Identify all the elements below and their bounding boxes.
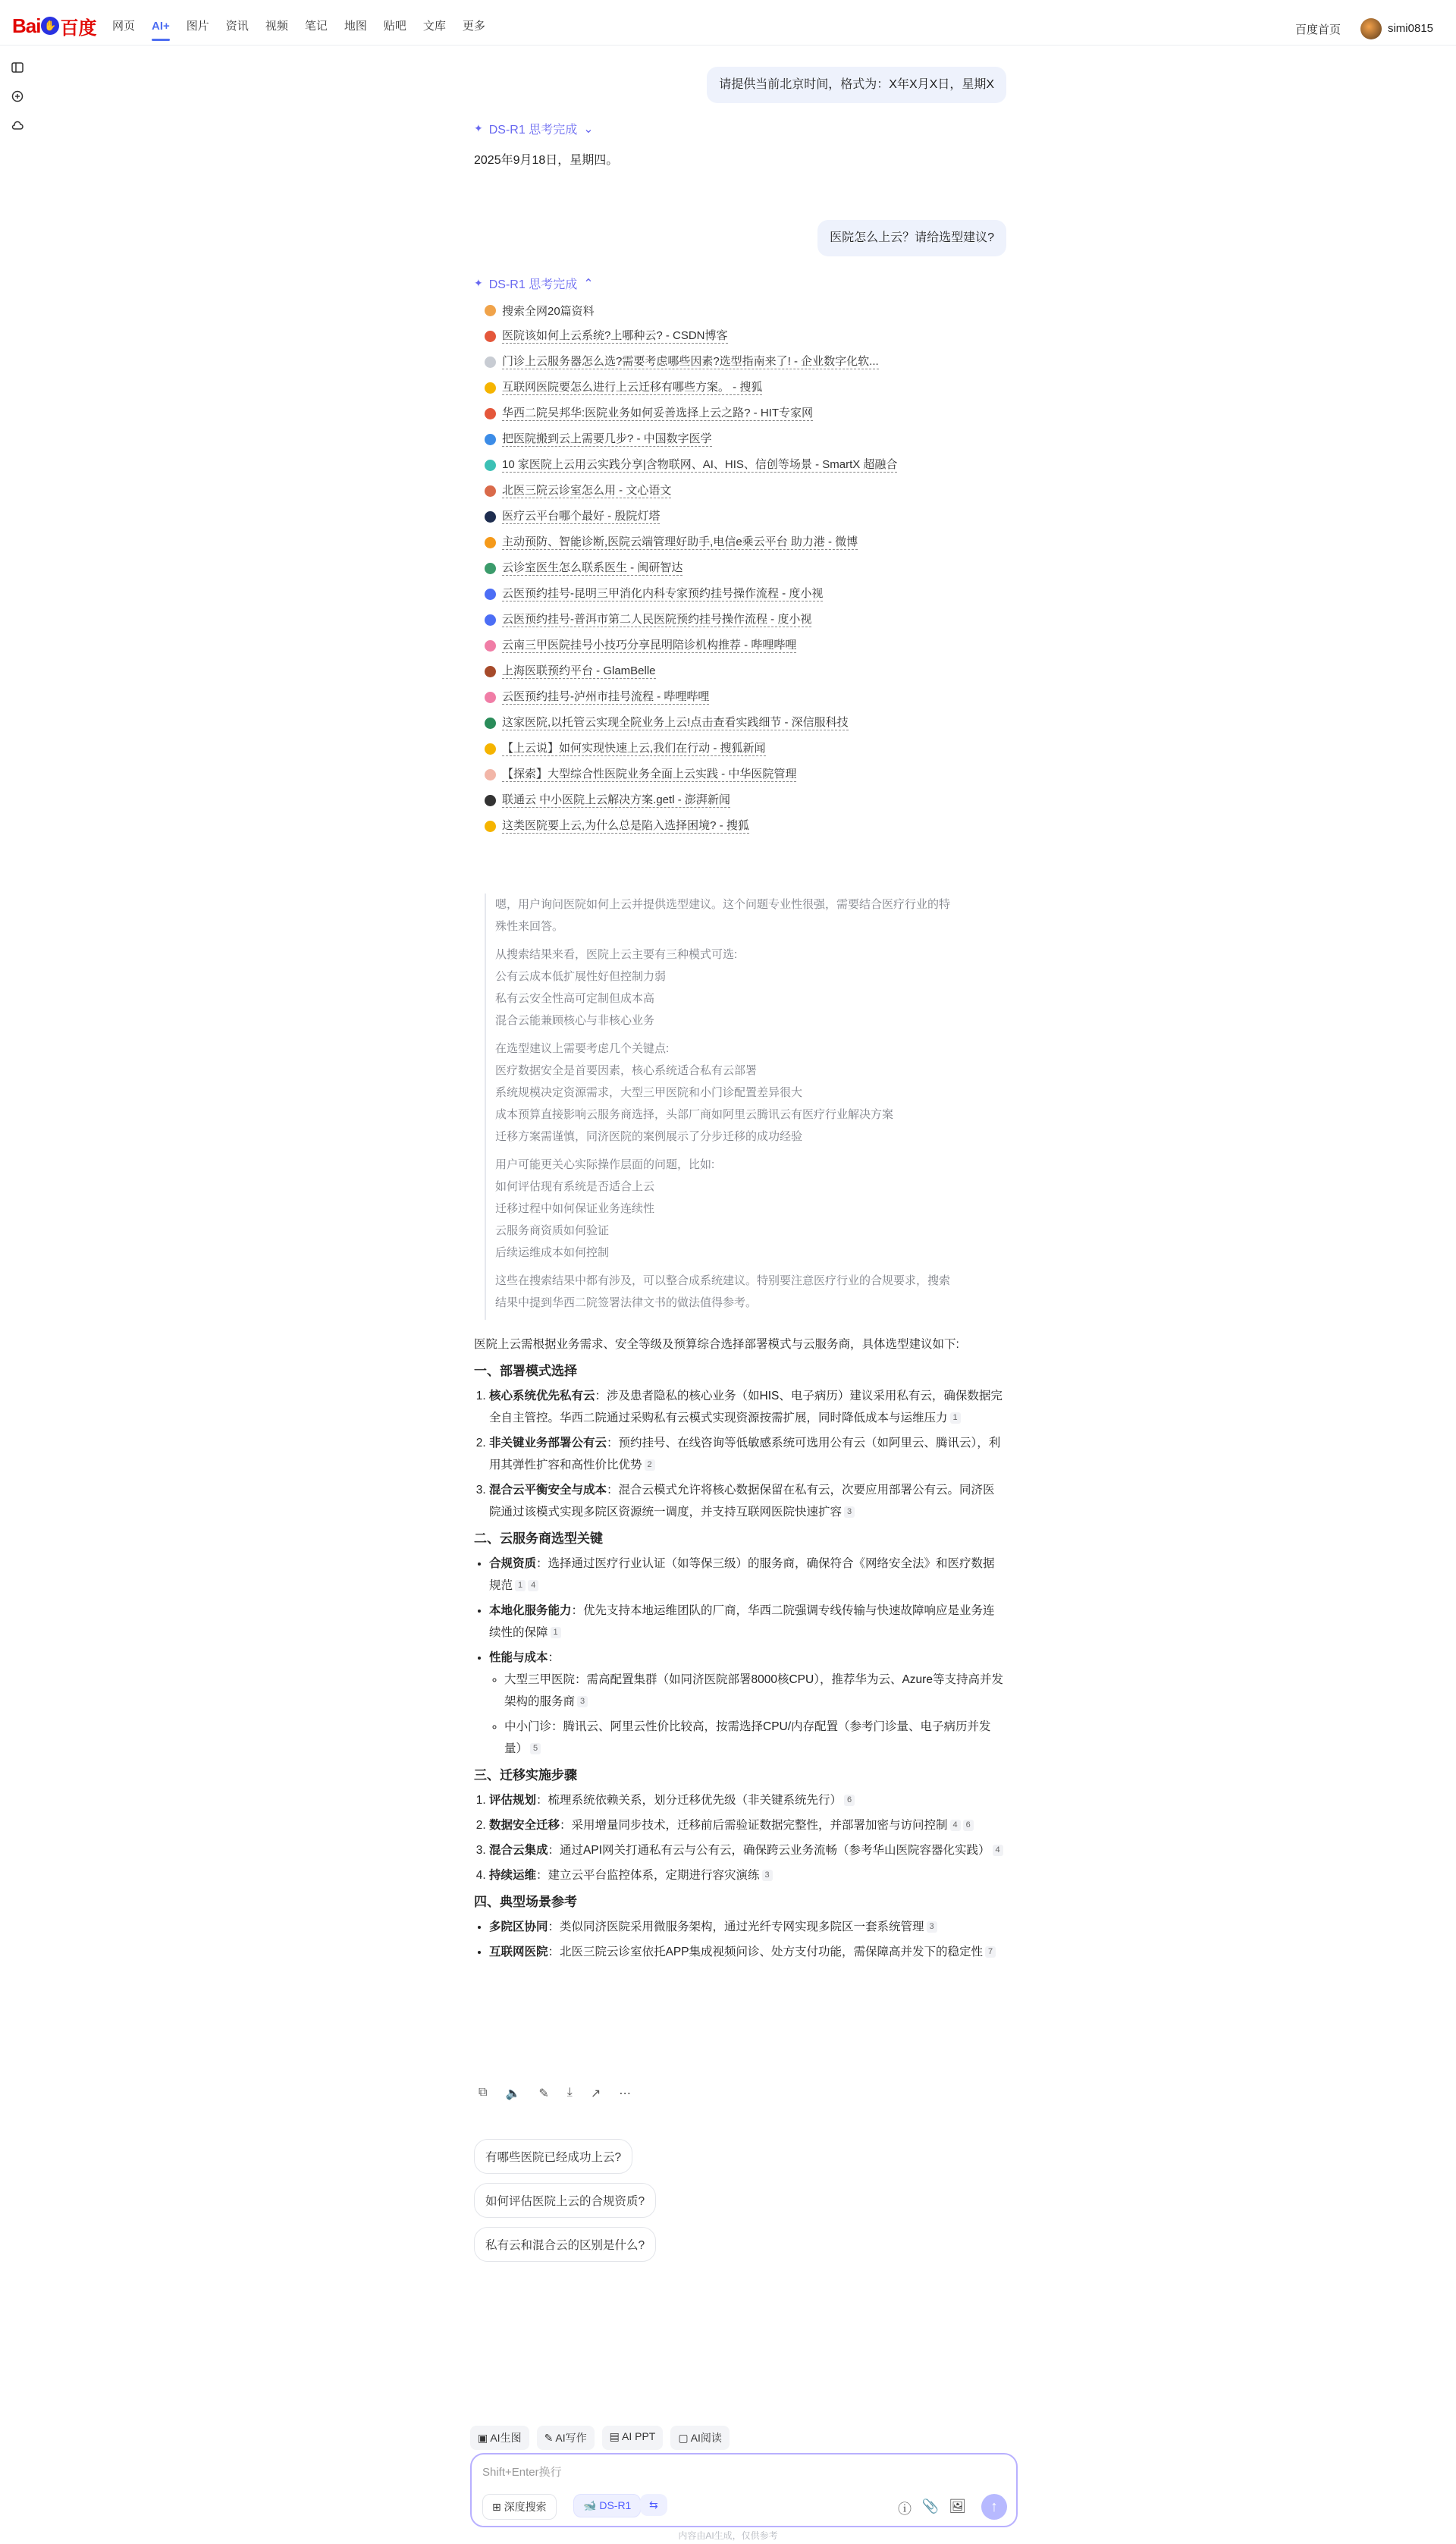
source-item[interactable]	[485, 658, 1000, 684]
source-item[interactable]	[485, 375, 1000, 400]
source-favicon	[485, 718, 496, 729]
think-line: 成本预算直接影响云服务商选择，头部厂商如阿里云腾讯云有医疗行业解决方案	[495, 1108, 894, 1121]
answer-item	[489, 1600, 1006, 1644]
citation-marker[interactable]: 3	[577, 1696, 588, 1707]
source-title: 医院该如何上云系统?上哪种云? - CSDN博客	[502, 328, 728, 342]
think-line: 后续运维成本如何控制	[495, 1246, 610, 1259]
think-label: DS-R1 思考完成	[488, 278, 578, 291]
citation-marker[interactable]: 1	[950, 1412, 961, 1424]
chat-input[interactable]: Shift+Enter换行	[482, 2466, 562, 2479]
ai-tool-button[interactable]: ▤ AI PPT	[602, 2426, 664, 2450]
think-paragraph	[495, 894, 985, 938]
citation-marker[interactable]: 4	[950, 1820, 961, 1831]
switch-model-icon[interactable]: ⇆	[640, 2494, 667, 2516]
section-heading: 四、典型场景参考	[474, 1895, 577, 1909]
ai-tool-button[interactable]: ✎ AI写作	[537, 2426, 595, 2450]
source-list	[485, 297, 1000, 839]
item-title: 本地化服务能力	[489, 1604, 572, 1617]
think-line: 云服务商资质如何验证	[495, 1224, 610, 1237]
think-label: DS-R1 思考完成	[488, 124, 578, 137]
think-paragraph	[495, 1038, 985, 1148]
source-item[interactable]	[485, 478, 1000, 504]
think-line: 嗯，用户询问医院如何上云并提供选型建议。这个问题专业性很强，需要结合医疗行业的特	[495, 898, 951, 911]
source-favicon	[485, 408, 496, 419]
source-title: 门诊上云服务器怎么选?需要考虑哪些因素?选型指南来了! - 企业数字化软...	[502, 354, 879, 368]
avatar	[1360, 18, 1382, 39]
source-title: 主动预防、智能诊断,医院云端管理好助手,电信e乘云平台 助力港 - 微博	[502, 535, 858, 548]
main-nav	[112, 18, 502, 35]
item-text: ：采用增量同步技术，迁移前后需验证数据完整性，并部署加密与访问控制	[560, 1819, 948, 1832]
item-text: ：优先支持本地运维团队的厂商，华西二院强调专线传输与快速故障响应是业务连续性的保障	[489, 1604, 995, 1639]
source-item[interactable]	[485, 633, 1000, 658]
scenario-list	[474, 1916, 1006, 1963]
item-title: 评估规划	[489, 1794, 537, 1807]
think-status-1[interactable]	[474, 120, 594, 137]
top-bar	[0, 0, 1456, 46]
user-menu[interactable]	[1360, 18, 1433, 39]
logo-text-right: 百度	[60, 17, 97, 39]
source-title: 这家医院,以托管云实现全院业务上云!点击查看实践细节 - 深信服科技	[502, 715, 849, 729]
top-right	[1295, 18, 1433, 39]
item-title: 性能与成本	[489, 1651, 548, 1664]
citation-marker[interactable]: 5	[530, 1743, 541, 1754]
new-chat-icon[interactable]	[11, 90, 26, 105]
answer-item	[489, 1647, 1006, 1760]
answer-item	[489, 1553, 1006, 1597]
item-text: ：	[548, 1651, 560, 1664]
source-favicon	[485, 743, 496, 755]
source-favicon	[485, 356, 496, 368]
answer-1: 2025年9月18日，星期四。	[474, 154, 619, 167]
nav-item-3[interactable]: 资讯	[225, 20, 249, 33]
source-title: 互联网医院要怎么进行上云迁移有哪些方案。 - 搜狐	[502, 380, 763, 394]
ai-tool-button[interactable]: ▢ AI阅读	[670, 2426, 730, 2450]
item-text: ：通过API网关打通私有云与公有云，确保跨云业务流畅（参考华山医院容器化实践）	[548, 1844, 990, 1857]
item-title: 混合云平衡安全与成本	[489, 1484, 607, 1497]
think-line: 这些在搜索结果中都有涉及，可以整合成系统建议。特别要注意医疗行业的合规要求，搜索	[495, 1274, 951, 1287]
answer-item	[489, 1864, 1006, 1886]
user-question-2: 医院怎么上云？请给选型建议?	[817, 220, 1006, 256]
deep-search-label: 深度搜索	[504, 2501, 547, 2513]
source-item[interactable]	[485, 529, 1000, 555]
speaker-icon[interactable]: 🔈	[505, 2087, 521, 2100]
source-favicon	[485, 769, 496, 780]
item-text: ：类似同济医院采用微服务架构，通过光纤专网实现多院区一套系统管理	[548, 1921, 924, 1933]
source-favicon	[485, 460, 496, 471]
item-text: ：涉及患者隐私的核心业务（如HIS、电子病历）建议采用私有云，确保数据完全自主管控。华西二院通过采购私有云模式实现资源按需扩展，同时降低成本与运维压力	[489, 1390, 1003, 1424]
source-favicon	[485, 589, 496, 600]
cloud-icon[interactable]	[11, 118, 26, 133]
item-title: 核心系统优先私有云	[489, 1390, 595, 1402]
nav-item-2[interactable]: 图片	[186, 20, 209, 33]
section-heading: 二、云服务商选型关键	[474, 1531, 603, 1546]
source-favicon	[485, 640, 496, 652]
source-item[interactable]	[485, 684, 1000, 710]
nav-item-8[interactable]: 文库	[422, 20, 446, 33]
ai-tools	[470, 2426, 730, 2450]
send-button[interactable]: ↑	[981, 2494, 1007, 2520]
model-label: DS-R1	[599, 2499, 632, 2511]
citation-marker[interactable]: 3	[927, 1921, 937, 1933]
share-icon[interactable]: ↗	[590, 2087, 601, 2100]
answer-item	[489, 1479, 1006, 1523]
nav-item-1[interactable]: AI+	[152, 18, 170, 35]
source-title: 10 家医院上云用云实践分享|含物联网、AI、HIS、信创等场景 - SmartX 超融合	[502, 457, 898, 471]
source-favicon	[485, 795, 496, 806]
nav-item-0[interactable]: 网页	[112, 20, 136, 33]
source-favicon	[485, 382, 496, 394]
baidu-logo[interactable]	[12, 14, 96, 38]
chevron-up-icon: ⌃	[583, 277, 594, 291]
source-favicon	[485, 537, 496, 548]
model-selector[interactable]: 🐋 DS-R1	[573, 2494, 641, 2517]
item-title: 非关键业务部署公有云	[489, 1437, 607, 1449]
source-favicon	[485, 511, 496, 523]
source-title: 搜索全网20篇资料	[502, 304, 595, 318]
answer-item	[489, 1432, 1006, 1476]
item-text: 大型三甲医院：需高配置集群（如同济医院部署8000核CPU），推荐华为云、Azure等支持高并发架构的服务商	[504, 1673, 1003, 1708]
source-item[interactable]	[485, 710, 1000, 736]
item-text: 中小门诊：腾讯云、阿里云性价比较高，按需选择CPU/内存配置（参考门诊量、电子病历并发量）	[504, 1720, 991, 1755]
nav-item-5[interactable]: 笔记	[304, 20, 328, 33]
source-item[interactable]	[485, 581, 1000, 607]
section-heading: 三、迁移实施步骤	[474, 1768, 577, 1782]
source-title: 联通云 中小医院上云解决方案.getl - 澎湃新闻	[502, 793, 730, 806]
username: simi0815	[1387, 21, 1433, 35]
think-line: 公有云成本低扩展性好但控制力弱	[495, 970, 667, 983]
answer-item	[489, 1385, 1006, 1429]
nav-item-7[interactable]: 贴吧	[383, 20, 406, 33]
paw-icon: ✋	[41, 17, 59, 35]
source-favicon	[485, 331, 496, 342]
suggested-question[interactable]: 如何评估医院上云的合规资质?	[474, 2183, 656, 2218]
source-title: 华西二院吴邦华:医院业务如何妥善选择上云之路? - HIT专家网	[502, 406, 814, 419]
source-title: 医疗云平台哪个最好 - 殷院灯塔	[502, 509, 661, 523]
source-title: 上海医联预约平台 - GlamBelle	[502, 664, 656, 677]
source-title: 云南三甲医院挂号小技巧分享昆明陪诊机构推荐 - 哔哩哔哩	[502, 638, 797, 652]
source-title: 这类医院要上云,为什么总是陷入选择困境? - 搜狐	[502, 818, 749, 832]
source-favicon	[485, 485, 496, 497]
answer-intro: 医院上云需根据业务需求、安全等级及预算综合选择部署模式与云服务商，具体选型建议如下:	[474, 1338, 959, 1351]
item-title: 互联网医院	[489, 1946, 548, 1958]
sparkle-icon: ✦	[474, 277, 483, 289]
citation-marker[interactable]: 4	[993, 1845, 1003, 1856]
citation-marker[interactable]: 3	[844, 1506, 855, 1518]
citation-marker[interactable]: 2	[645, 1459, 655, 1471]
source-item[interactable]	[485, 787, 1000, 813]
source-favicon	[485, 821, 496, 832]
answer-actions	[479, 2086, 631, 2101]
source-title: 把医院搬到云上需要几步? - 中国数字医学	[502, 432, 712, 445]
source-title: 北医三院云诊室怎么用 - 文心语文	[502, 483, 672, 497]
think-line: 殊性来回答。	[495, 920, 564, 933]
item-title: 数据安全迁移	[489, 1819, 560, 1832]
nav-item-4[interactable]: 视频	[265, 20, 288, 33]
source-favicon	[485, 305, 496, 316]
think-line: 从搜索结果来看，医院上云主要有三种模式可选:	[495, 948, 738, 961]
item-text: ：预约挂号、在线咨询等低敏感系统可选用公有云（如阿里云、腾讯云），利用其弹性扩容和高性价比优势	[489, 1437, 1001, 1471]
item-text: ：北医三院云诊室依托APP集成视频问诊、处方支付功能，需保障高并发下的稳定性	[548, 1946, 984, 1958]
source-item[interactable]	[485, 736, 1000, 762]
source-item[interactable]	[485, 323, 1000, 349]
help-icon[interactable]: ⓘ	[898, 2502, 912, 2517]
think-line: 医疗数据安全是首要因素，核心系统适合私有云部署	[495, 1064, 758, 1077]
citation-marker[interactable]: 3	[762, 1870, 773, 1881]
item-title: 持续运维	[489, 1869, 537, 1882]
source-item[interactable]	[485, 349, 1000, 375]
think-line: 混合云能兼顾核心与非核心业务	[495, 1014, 655, 1027]
baidu-home-link[interactable]: 百度首页	[1294, 23, 1341, 36]
source-title: 云医预约挂号-普洱市第二人民医院预约挂号操作流程 - 度小视	[502, 612, 812, 626]
item-title: 多院区协同	[489, 1921, 548, 1933]
source-item[interactable]	[485, 426, 1000, 452]
source-item[interactable]	[485, 297, 1000, 323]
think-line: 迁移方案需谨慎，同济医院的案例展示了分步迁移的成功经验	[495, 1130, 803, 1143]
source-favicon	[485, 666, 496, 677]
deep-search-toggle[interactable]: ⊞ 深度搜索	[482, 2494, 557, 2520]
image-icon[interactable]: 🖼	[949, 2498, 966, 2514]
download-icon[interactable]: ⤓	[566, 2086, 573, 2099]
think-paragraph	[495, 1154, 985, 1264]
citation-marker[interactable]: 1	[551, 1627, 561, 1638]
more-icon[interactable]: ⋯	[619, 2087, 632, 2100]
source-item[interactable]	[485, 452, 1000, 478]
thinking-process	[485, 894, 985, 1320]
source-item[interactable]	[485, 762, 1000, 787]
deploy-mode-list	[474, 1385, 1006, 1523]
migration-steps-list	[474, 1789, 1006, 1886]
source-favicon	[485, 434, 496, 445]
answer-item	[489, 1916, 1006, 1938]
copy-icon[interactable]: ⧉	[479, 2086, 488, 2099]
ai-tool-button[interactable]: ▣ AI生图	[470, 2426, 529, 2450]
source-title: 【探索】大型综合性医院业务全面上云实践 - 中华医院管理	[502, 767, 797, 780]
think-paragraph	[495, 944, 985, 1032]
answer-item	[489, 1789, 1006, 1811]
item-title: 合规资质	[489, 1557, 537, 1570]
suggested-question[interactable]: 有哪些医院已经成功上云?	[474, 2139, 632, 2174]
sidebar-toggle-icon[interactable]	[11, 61, 26, 76]
source-item[interactable]	[485, 813, 1000, 839]
source-title: 【上云说】如何实现快速上云,我们在行动 - 搜狐新闻	[502, 741, 766, 755]
think-line: 系统规模决定资源需求，大型三甲医院和小门诊配置差异很大	[495, 1086, 803, 1099]
section-heading: 一、部署模式选择	[474, 1364, 577, 1378]
answer-2	[474, 1333, 1006, 1966]
source-favicon	[485, 563, 496, 574]
think-line: 用户可能更关心实际操作层面的问题，比如:	[495, 1158, 715, 1171]
side-icons	[11, 61, 26, 133]
item-text: ：梳理系统依赖关系，划分迁移优先级（非关键系统先行）	[536, 1794, 843, 1807]
attach-icon[interactable]: 📎	[921, 2498, 939, 2514]
citation-marker[interactable]: 6	[844, 1795, 855, 1806]
source-item[interactable]	[485, 555, 1000, 581]
edit-icon[interactable]: ✎	[538, 2087, 549, 2100]
think-line: 在选型建议上需要考虑几个关键点:	[495, 1042, 670, 1055]
think-line: 结果中提到华西二院签署法律文书的做法值得参考。	[495, 1296, 758, 1309]
source-item[interactable]	[485, 607, 1000, 633]
performance-sublist	[489, 1669, 1006, 1760]
source-title: 云医预约挂号-昆明三甲消化内科专家预约挂号操作流程 - 度小视	[502, 586, 824, 600]
source-item[interactable]	[485, 400, 1000, 426]
logo-text-left: Bai	[12, 14, 41, 37]
citation-marker[interactable]: 4	[528, 1580, 538, 1591]
nav-item-9[interactable]: 更多	[462, 20, 485, 33]
item-text: ：建立云平台监控体系，定期进行容灾演练	[536, 1869, 760, 1882]
suggested-question[interactable]: 私有云和混合云的区别是什么?	[474, 2227, 656, 2262]
item-title: 混合云集成	[489, 1844, 548, 1857]
chat-input-box[interactable]	[470, 2453, 1018, 2527]
think-paragraph	[495, 1270, 985, 1314]
source-title: 云诊室医生怎么联系医生 - 闽研智达	[502, 561, 683, 574]
think-line: 私有云安全性高可定制但成本高	[495, 992, 655, 1005]
nav-item-6[interactable]: 地图	[344, 20, 367, 33]
answer-item	[489, 1814, 1006, 1836]
vendor-selection-list	[474, 1553, 1006, 1760]
chevron-down-icon: ⌄	[583, 122, 594, 136]
answer-item	[489, 1839, 1006, 1861]
answer-item	[489, 1941, 1006, 1963]
answer-item	[504, 1716, 1006, 1760]
sparkle-icon: ✦	[474, 122, 483, 134]
user-question-1: 请提供当前北京时间，格式为：X年X月X日，星期X	[707, 67, 1006, 103]
item-text: ：混合云模式允许将核心数据保留在私有云，次要应用部署公有云。同济医院通过该模式实现多院区资源统一调度，并支持互联网医院快速扩容	[489, 1484, 995, 1519]
source-title: 云医预约挂号-泸州市挂号流程 - 哔哩哔哩	[502, 689, 710, 703]
answer-item	[504, 1669, 1006, 1713]
disclaimer: 内容由AI生成，仅供参考	[678, 2530, 778, 2541]
think-line: 如何评估现有系统是否适合上云	[495, 1180, 655, 1193]
source-favicon	[485, 614, 496, 626]
source-item[interactable]	[485, 504, 1000, 529]
source-favicon	[485, 692, 496, 703]
citation-marker[interactable]: 6	[963, 1820, 974, 1831]
think-status-2[interactable]	[474, 275, 594, 292]
item-text: ：选择通过医疗行业认证（如等保三级）的服务商，确保符合《网络安全法》和医疗数据规范	[489, 1557, 995, 1592]
citation-marker[interactable]: 7	[985, 1946, 996, 1958]
citation-marker[interactable]: 1	[515, 1580, 526, 1591]
think-line: 迁移过程中如何保证业务连续性	[495, 1202, 655, 1215]
